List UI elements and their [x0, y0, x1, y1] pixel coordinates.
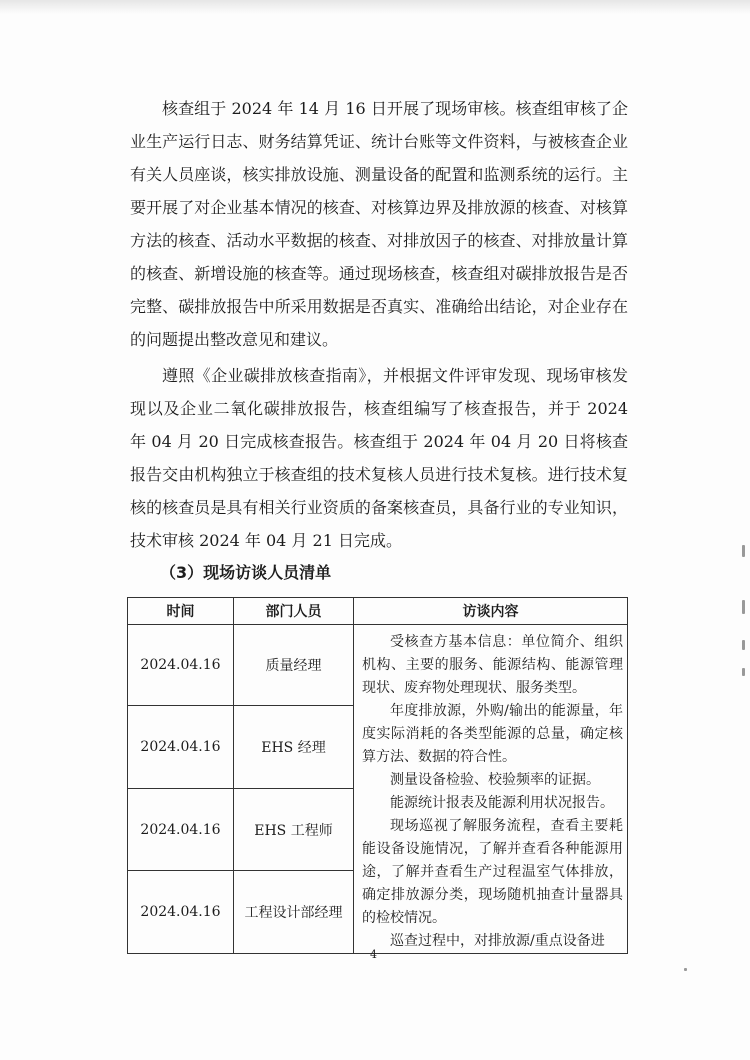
- scan-mark: [742, 668, 745, 676]
- scan-mark: [742, 600, 745, 614]
- person-cell: 工程设计部经理: [234, 871, 354, 954]
- paragraph-onsite-audit: 核查组于 2024 年 14 月 16 日开展了现场审核。核查组审核了企业生产运行日志、财务结算凭证、统计台账等文件资料，与被核查企业有关人员座谈，核实排放设施、测量设备的配置和监测系统的运行。主要开展了对企业基本情况的核查、对核算边界及排放源的核查、对核算方法的核查、活动水平数据的核查、对排放因子的核查、对排放量计算的核查、新增设施的核查等。通过现场核查，核查组对碳排放报告是否完整、碳排放报告中所采用数据是否真实、准确给出结论，对企业存在的问题提出整改意见和建议。: [130, 99, 628, 349]
- section-heading: （3）现场访谈人员清单: [160, 563, 332, 582]
- interview-table: [127, 597, 628, 954]
- date-cell: 2024.04.16: [128, 706, 234, 789]
- person-cell: 质量经理: [234, 625, 354, 706]
- date-cell: 2024.04.16: [128, 871, 234, 954]
- table-row: [128, 625, 628, 706]
- header-interview-content: 访谈内容: [354, 598, 628, 625]
- interview-content-cell: [354, 625, 628, 954]
- content-item: 测量设备检验、校验频率的证据。: [390, 772, 600, 788]
- content-item: 年度排放源，外购/输出的能源量，年度实际消耗的各类型能源的总量，确定核算方法、数据的符合性。: [362, 703, 623, 765]
- person-cell: EHS 工程师: [234, 788, 354, 871]
- scan-edge: [0, 0, 750, 14]
- scan-mark: [742, 640, 745, 650]
- header-department-person: 部门人员: [234, 598, 354, 625]
- person-cell: EHS 经理: [234, 706, 354, 789]
- content-item: 受核查方基本信息：单位简介、组织机构、主要的服务、能源结构、能源管理现状、废弃物处理现状、服务类型。: [362, 634, 623, 696]
- content-item: 现场巡视了解服务流程，查看主要耗能设备设施情况，了解并查看各种能源用途，了解并查看生产过程温室气体排放，确定排放源分类，现场随机抽查计量器具的检校情况。: [362, 818, 623, 926]
- content-item: 巡查过程中，对排放源/重点设备进: [390, 933, 605, 949]
- scan-mark: [684, 968, 687, 971]
- scan-mark: [742, 545, 745, 557]
- page-number: 4: [370, 948, 377, 961]
- table-header-row: [128, 598, 628, 625]
- content-item: 能源统计报表及能源利用状况报告。: [390, 795, 614, 811]
- date-cell: 2024.04.16: [128, 788, 234, 871]
- paragraph-report-review: 遵照《企业碳排放核查指南》，并根据文件评审发现、现场审核发现以及企业二氧化碳排放报告，核查组编写了核查报告，并于 2024 年 04 月 20 日完成核查报告。核查组于 2024 年 04 月 20 日将核查报告交由机构独立于核查组的技术复核人员进行技术复核。进行技术复核的核查员是具有相关行业资质的备案核查员，具备行业的专业知识，技术审核 2024 年 04 月 21 日完成。: [130, 366, 628, 550]
- header-time: 时间: [128, 598, 234, 625]
- date-cell: 2024.04.16: [128, 625, 234, 706]
